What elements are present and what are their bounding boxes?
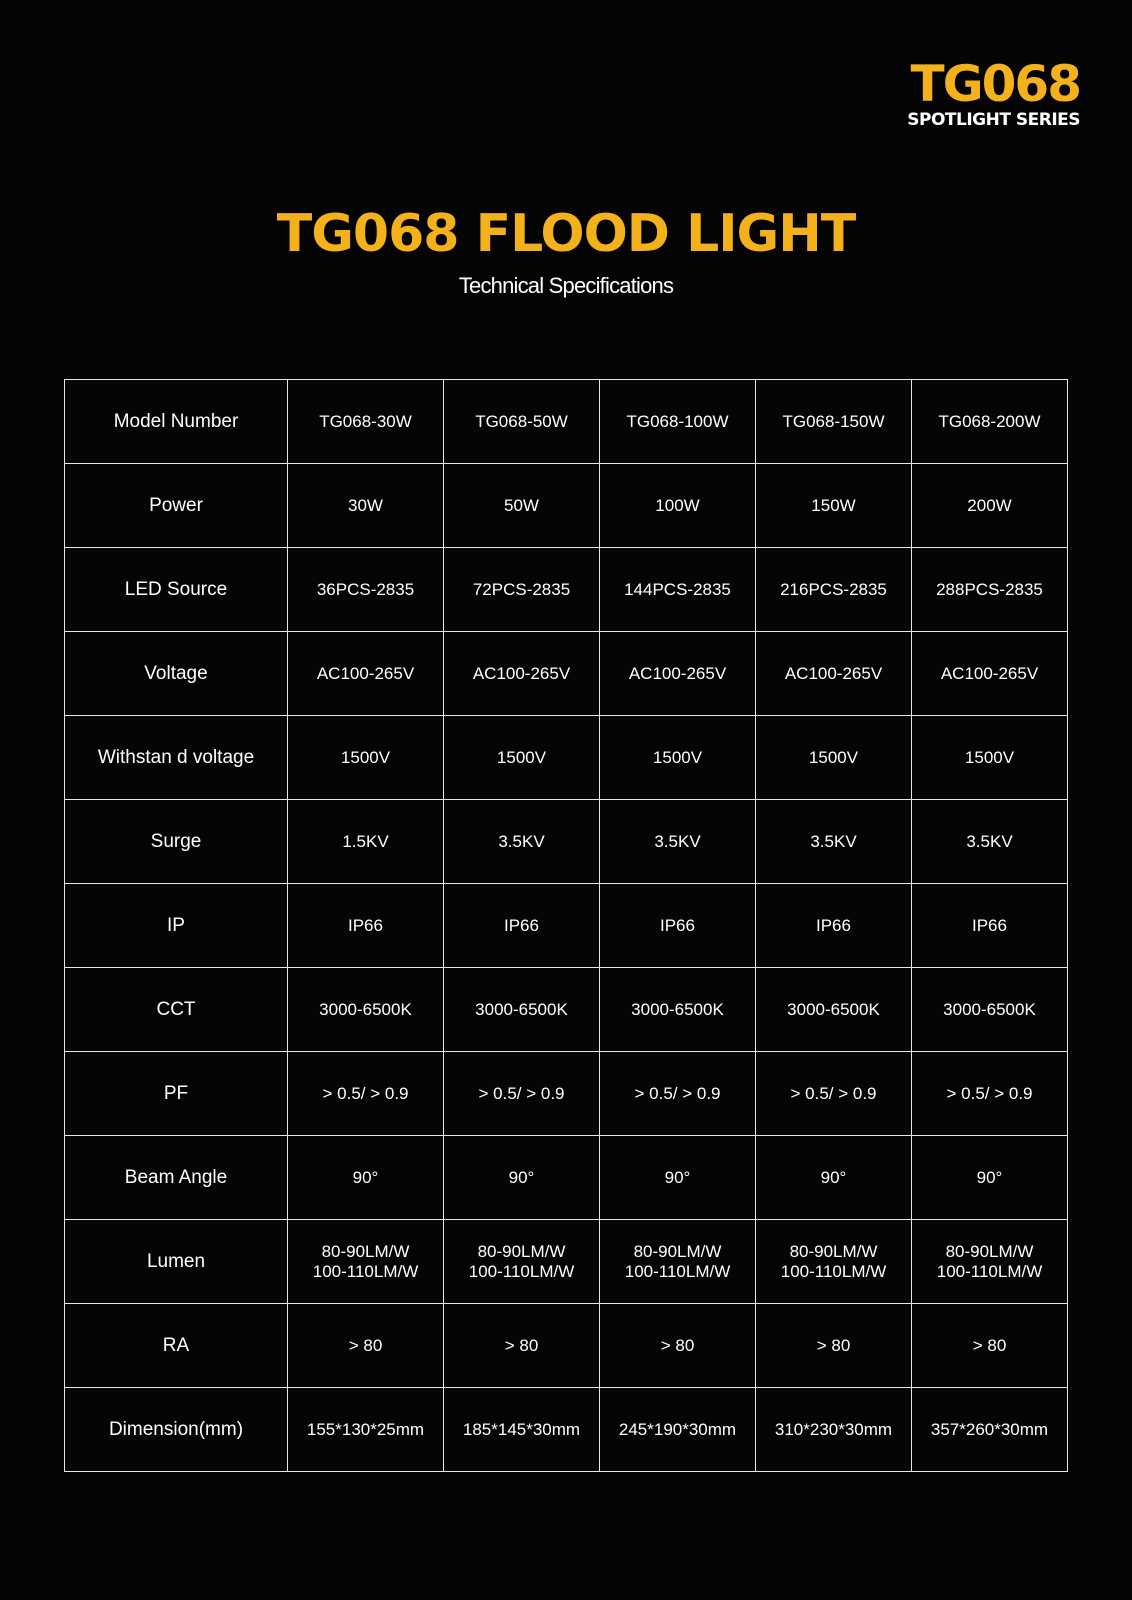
spec-cell: 1500V [756, 716, 912, 800]
spec-row [65, 884, 1068, 968]
spec-row-label: Power [65, 464, 288, 548]
spec-cell: > 0.5/ > 0.9 [600, 1052, 756, 1136]
specifications-table [64, 379, 1068, 1472]
spec-cell: AC100-265V [288, 632, 444, 716]
spec-row [65, 1052, 1068, 1136]
spec-cell: 1500V [444, 716, 600, 800]
spec-cell: 100W [600, 464, 756, 548]
spec-cell: IP66 [288, 884, 444, 968]
spec-row-label: Dimension(mm) [65, 1388, 288, 1472]
spec-cell: 80-90LM/W 100-110LM/W [444, 1220, 600, 1304]
spec-cell: 1500V [912, 716, 1068, 800]
spec-cell: IP66 [912, 884, 1068, 968]
spec-cell: 3000-6500K [444, 968, 600, 1052]
spec-row-label: PF [65, 1052, 288, 1136]
spec-cell: AC100-265V [600, 632, 756, 716]
spec-cell: 3.5KV [756, 800, 912, 884]
spec-cell: TG068-30W [288, 380, 444, 464]
spec-cell: 245*190*30mm [600, 1388, 756, 1472]
spec-row [65, 1220, 1068, 1304]
spec-cell: > 0.5/ > 0.9 [444, 1052, 600, 1136]
spec-cell: 3000-6500K [912, 968, 1068, 1052]
spec-cell: 1500V [600, 716, 756, 800]
spec-cell: 144PCS-2835 [600, 548, 756, 632]
spec-cell: > 80 [444, 1304, 600, 1388]
page-subtitle: Technical Specifications [458, 273, 674, 298]
spec-cell: 90° [912, 1136, 1068, 1220]
spec-cell: 72PCS-2835 [444, 548, 600, 632]
page-title: TG068 FLOOD LIGHT [276, 204, 856, 264]
spec-cell: 3.5KV [600, 800, 756, 884]
spec-cell: 30W [288, 464, 444, 548]
spec-cell: 3000-6500K [756, 968, 912, 1052]
spec-row-label: RA [65, 1304, 288, 1388]
spec-row [65, 968, 1068, 1052]
spec-cell: TG068-150W [756, 380, 912, 464]
spec-row [65, 800, 1068, 884]
spec-cell: > 80 [600, 1304, 756, 1388]
spec-cell: 185*145*30mm [444, 1388, 600, 1472]
spec-row-label: IP [65, 884, 288, 968]
spec-cell: 150W [756, 464, 912, 548]
spec-row [65, 716, 1068, 800]
spec-cell: 357*260*30mm [912, 1388, 1068, 1472]
spec-cell: TG068-50W [444, 380, 600, 464]
spec-cell: TG068-200W [912, 380, 1068, 464]
spec-cell: 80-90LM/W 100-110LM/W [912, 1220, 1068, 1304]
spec-row-label: Lumen [65, 1220, 288, 1304]
spec-cell: > 0.5/ > 0.9 [288, 1052, 444, 1136]
spec-row-label: LED Source [65, 548, 288, 632]
spec-cell: 200W [912, 464, 1068, 548]
spec-cell: 50W [444, 464, 600, 548]
spec-cell: > 80 [288, 1304, 444, 1388]
spec-cell: 36PCS-2835 [288, 548, 444, 632]
spec-cell: AC100-265V [912, 632, 1068, 716]
spec-cell: IP66 [444, 884, 600, 968]
spec-cell: 1500V [288, 716, 444, 800]
spec-cell: 3000-6500K [600, 968, 756, 1052]
spec-cell: 80-90LM/W 100-110LM/W [288, 1220, 444, 1304]
spec-cell: > 80 [756, 1304, 912, 1388]
spec-row-label: Beam Angle [65, 1136, 288, 1220]
spec-row [65, 464, 1068, 548]
spec-row [65, 380, 1068, 464]
spec-cell: IP66 [756, 884, 912, 968]
spec-cell: TG068-100W [600, 380, 756, 464]
brand-logo [907, 55, 1080, 130]
spec-cell: > 0.5/ > 0.9 [912, 1052, 1068, 1136]
spec-cell: 3000-6500K [288, 968, 444, 1052]
spec-cell: 80-90LM/W 100-110LM/W [600, 1220, 756, 1304]
spec-cell: 216PCS-2835 [756, 548, 912, 632]
spec-cell: 310*230*30mm [756, 1388, 912, 1472]
spec-cell: AC100-265V [444, 632, 600, 716]
spec-cell: > 80 [912, 1304, 1068, 1388]
spec-cell: IP66 [600, 884, 756, 968]
spec-cell: 155*130*25mm [288, 1388, 444, 1472]
spec-cell: 90° [444, 1136, 600, 1220]
spec-cell: 90° [600, 1136, 756, 1220]
spec-cell: 90° [288, 1136, 444, 1220]
spec-cell: > 0.5/ > 0.9 [756, 1052, 912, 1136]
logo-series-name: SPOTLIGHT SERIES [907, 110, 1080, 130]
spec-row [65, 1388, 1068, 1472]
spec-row-label: CCT [65, 968, 288, 1052]
spec-row-label: Surge [65, 800, 288, 884]
spec-cell: 288PCS-2835 [912, 548, 1068, 632]
logo-model-name: TG068 [910, 55, 1080, 113]
spec-cell: 3.5KV [444, 800, 600, 884]
spec-cell: 90° [756, 1136, 912, 1220]
spec-row [65, 1136, 1068, 1220]
spec-cell: 1.5KV [288, 800, 444, 884]
spec-cell: 3.5KV [912, 800, 1068, 884]
spec-row [65, 548, 1068, 632]
spec-row-label: Voltage [65, 632, 288, 716]
spec-row [65, 632, 1068, 716]
spec-row [65, 1304, 1068, 1388]
spec-cell: 80-90LM/W 100-110LM/W [756, 1220, 912, 1304]
specifications-table-body [65, 380, 1068, 1472]
spec-row-label: Model Number [65, 380, 288, 464]
spec-row-label: Withstan d voltage [65, 716, 288, 800]
spec-cell: AC100-265V [756, 632, 912, 716]
